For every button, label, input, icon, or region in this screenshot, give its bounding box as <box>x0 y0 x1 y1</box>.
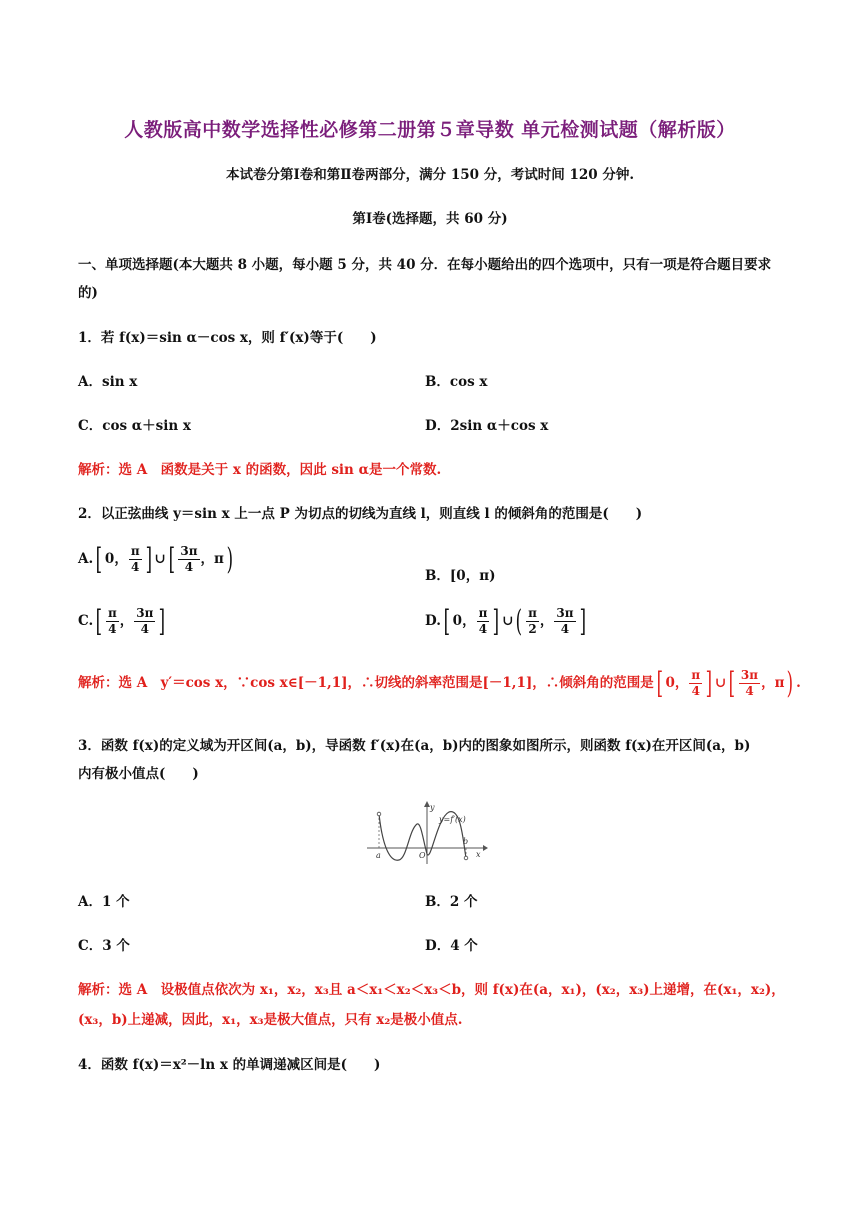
question-3-option-d: D．4 个 <box>425 938 478 954</box>
question-3-option-b: B．2 个 <box>425 894 478 910</box>
denominator: 4 <box>184 560 194 574</box>
section-heading: 一、单项选择题(本大题共 8 小题，每小题 5 分，共 40 分．在每小题给出的四个选项中，只有一项是符合题目要求的) <box>78 257 772 301</box>
fraction-3pi-over-4 <box>178 544 199 575</box>
question-3-option-c: C．3 个 <box>78 938 130 954</box>
question-3-analysis-line-2: (x₃，b)上递减，因此，x₁，x₃是极大值点，只有 x₂是极小值点. <box>78 1012 463 1028</box>
option-a-label: A. <box>78 551 94 567</box>
question-3-stem-line-1: 3．函数 f(x)的定义域为开区间(a，b)，导函数 f′(x)在(a，b)内的图象如图所示，则函数 f(x)在开区间(a，b) <box>78 738 751 754</box>
question-2-option-c <box>78 603 168 639</box>
x-axis-label: x <box>476 850 481 859</box>
fraction-pi-over-4 <box>477 606 490 637</box>
analysis-text: 解析：选 A y′＝cos x，∵cos x∈[－1,1]，∴切线的斜率范围是[－1,1]，∴倾斜角的范围是 <box>78 675 654 691</box>
denominator: 4 <box>108 622 117 636</box>
numerator: π <box>478 606 488 620</box>
numerator: π <box>691 668 701 682</box>
y-axis-label: y <box>430 803 435 812</box>
endpoint-b <box>464 856 468 860</box>
zero: 0 <box>665 675 675 691</box>
pi: π <box>214 551 224 567</box>
right-bracket: ] <box>145 541 152 577</box>
right-bracket: ] <box>705 665 713 701</box>
comma: ， <box>200 551 214 567</box>
numerator: 3π <box>556 606 574 620</box>
numerator: π <box>107 606 117 620</box>
x-axis-arrow <box>483 845 488 851</box>
numerator: π <box>528 606 537 620</box>
left-bracket: [ <box>95 603 103 639</box>
zero: 0 <box>452 613 463 629</box>
union-symbol: ∪ <box>154 551 166 567</box>
left-bracket: [ <box>443 603 451 639</box>
fraction-pi-over-4 <box>689 668 702 699</box>
endpoint-a <box>377 812 381 816</box>
denominator: 4 <box>478 622 488 636</box>
denominator: 4 <box>745 684 754 698</box>
point-b-label: b <box>463 837 469 846</box>
comma: ， <box>119 613 134 629</box>
left-bracket: [ <box>728 665 736 701</box>
derivative-graph-figure <box>365 800 490 866</box>
right-bracket: ] <box>492 603 500 639</box>
question-3-analysis-line-1: 解析：选 A 设极值点依次为 x₁，x₂，x₃且 a＜x₁＜x₂＜x₃＜b，则 f(x)在(a，x₁)，(x₂，x₃)上递增，在(x₁，x₂)， <box>78 982 785 998</box>
comma: ， <box>674 675 689 691</box>
option-c-label: C. <box>78 613 94 629</box>
denominator: 2 <box>528 622 537 636</box>
left-bracket: [ <box>656 665 663 701</box>
fraction-3pi-over-4 <box>739 668 760 699</box>
fraction-pi-over-2 <box>526 606 539 637</box>
denominator: 4 <box>140 622 149 636</box>
question-1-option-b: B．cos x <box>425 374 488 390</box>
question-2-stem: 2．以正弦曲线 y＝sin x 上一点 P 为切点的切线为直线 l，则直线 l 的倾斜角的范围是( ) <box>78 506 643 522</box>
origin-label: O <box>419 851 426 860</box>
question-2-option-b: B．[0，π) <box>425 568 496 584</box>
question-3-stem-line-2: 内有极小值点( ) <box>78 766 199 782</box>
comma: ， <box>462 613 476 629</box>
question-4-stem: 4．函数 f(x)＝x²－ln x 的单调递减区间是( ) <box>78 1057 381 1073</box>
numerator: 3π <box>740 668 759 682</box>
fraction-pi-over-4 <box>129 544 142 575</box>
question-1-stem: 1．若 f(x)＝sin α－cos x，则 f′(x)等于( ) <box>78 330 377 346</box>
part-heading: 第Ⅰ卷(选择题，共 60 分) <box>352 211 508 227</box>
zero: 0 <box>104 551 115 567</box>
fraction-3pi-over-4 <box>134 606 155 637</box>
right-paren: ) <box>787 665 794 701</box>
comma: ， <box>539 613 554 629</box>
question-1-option-c: C．cos α＋sin x <box>78 418 191 434</box>
option-d-label: D. <box>425 613 441 629</box>
page-title: 人教版高中数学选择性必修第二册第５章导数 单元检测试题（解析版） <box>124 119 736 141</box>
comma: ， <box>114 551 128 567</box>
curve-label: y=f′(x) <box>439 815 466 824</box>
point-a-label: a <box>376 851 381 860</box>
fraction-pi-over-4 <box>106 606 119 637</box>
union-symbol: ∪ <box>502 613 514 629</box>
denominator: 4 <box>131 560 140 574</box>
question-3-option-a: A．1 个 <box>78 894 130 910</box>
left-bracket: [ <box>95 541 103 577</box>
numerator: π <box>130 544 140 558</box>
period: . <box>796 675 801 691</box>
union-symbol: ∪ <box>714 675 727 691</box>
left-paren: ( <box>516 603 523 639</box>
right-bracket: ] <box>159 603 166 639</box>
denominator: 4 <box>560 622 570 636</box>
right-bracket: ] <box>579 603 586 639</box>
pi: π <box>774 675 785 691</box>
question-2-option-a <box>78 541 236 577</box>
numerator: 3π <box>180 544 198 558</box>
right-paren: ) <box>226 541 233 577</box>
left-bracket: [ <box>168 541 175 577</box>
question-1-option-a: A．sin x <box>78 374 138 390</box>
denominator: 4 <box>691 684 700 698</box>
question-2-analysis <box>78 665 801 701</box>
question-1-option-d: D．2sin α＋cos x <box>425 418 549 434</box>
question-2-option-d <box>425 603 588 639</box>
numerator: 3π <box>136 606 154 620</box>
question-1-analysis: 解析：选 A 函数是关于 x 的函数，因此 sin α是一个常数. <box>78 462 442 478</box>
exam-intro: 本试卷分第Ⅰ卷和第Ⅱ卷两部分，满分 150 分，考试时间 120 分钟. <box>225 167 635 183</box>
comma: ， <box>761 675 775 691</box>
fraction-3pi-over-4 <box>554 606 575 637</box>
